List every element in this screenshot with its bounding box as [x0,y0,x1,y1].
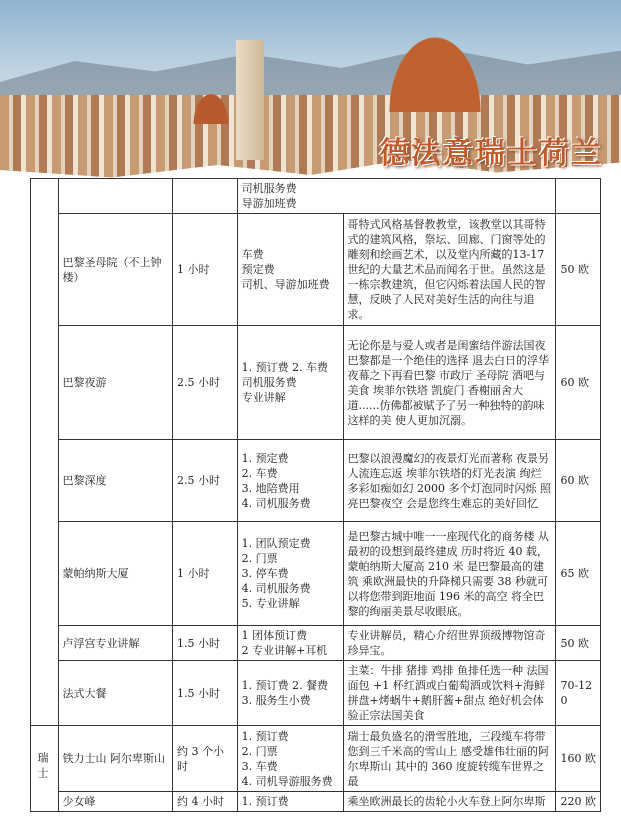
table-row [31,726,601,792]
item-price: 50 欧 [556,214,601,326]
item-price: 220 欧 [556,792,601,812]
item-duration: 2.5 小时 [172,326,237,440]
country-label: 瑞士 [36,751,49,782]
item-price: 70-120 [556,661,601,726]
item-fees [237,326,343,440]
item-duration: 约 4 小时 [172,792,237,812]
item-name: 巴黎夜游 [58,326,172,440]
item-description: 巴黎以浪漫魔幻的夜景灯光而著称 夜景另人流连忘返 埃菲尔铁塔的灯光表演 绚烂多彩如痴如幻 2000 多个灯泡同时闪烁 照亮巴黎夜空 会是您终生难忘的美好回忆 [343,440,556,522]
item-duration: 1 小时 [172,522,237,626]
fee-line: 2. 门票 [241,744,278,758]
table-row [31,179,601,214]
item-name: 少女峰 [58,792,172,812]
item-fees [237,661,343,726]
table-row [31,792,601,812]
item-fees [237,522,343,626]
item-name: 蒙帕纳斯大厦 [58,522,172,626]
table-row [31,326,601,440]
item-description: 无论你是与爱人或者是闺蜜结伴游法国夜巴黎都是一个绝佳的选择 退去白日的浮华 夜幕之下再看巴黎 市政厅 圣母院 酒吧与美食 埃菲尔铁塔 凯旋门 香榭丽舍大道......仿佛都被赋予了另一种独特的韵味 这样的美 使人更加沉溺。 [343,326,556,440]
fee-line: 4. 司机服务费 [241,496,311,510]
item-description: 是巴黎古城中唯一一座现代化的商务楼 从最初的设想到最终建成 历时将近 40 载，蒙帕纳斯大厦高 210 米 是巴黎最高的建筑 乘欧洲最快的升降梯只需要 38 秒就可以将您带到距地面 196 米的高空 将全巴黎的绚丽美景尽收眼底。 [343,522,556,626]
fee-line: 1 团体预订费 [241,629,308,642]
table-row [31,522,601,626]
item-fees [237,726,343,792]
item-description: 哥特式风格基督教教堂，该教堂以其哥特式的建筑风格，祭坛、回廊、门窗等处的雕刻和绘画艺术，以及堂内所藏的13-17 世纪的大量艺术品而闻名于世。虽然这是一栋宗教建筑，但它闪烁着法国人民的智慧，反映了人民对美好生活的向往与追求。 [343,214,556,326]
bell-tower [236,40,264,160]
item-duration: 1 小时 [172,214,237,326]
item-price: 60 欧 [556,326,601,440]
fee-line: 预定费 [241,263,275,276]
item-fees [237,214,343,326]
item-name: 法式大餐 [58,661,172,726]
fee-line: 车费 [241,248,264,261]
country-cell [31,179,59,726]
fee-line: 5. 专业讲解 [241,597,300,610]
item-duration [172,179,237,214]
item-price [556,179,601,214]
table-row [31,214,601,326]
item-description: 专业讲解员，精心介绍世界顶级博物馆奇珍异宝。 [343,626,556,661]
item-fees [237,440,343,522]
table-row [31,661,601,726]
item-duration: 1.5 小时 [172,626,237,661]
item-description: 主菜：牛排 猪排 鸡排 鱼排任选一种 法国面包 +1 杯红酒或白葡萄酒或饮料+海鲜拼盘+烤蜗牛+鹅肝酱+甜点 绝好机会体验正宗法国美食 [343,661,556,726]
fee-line: 1. 预订费 2. 车费 [241,361,329,374]
item-name: 巴黎深度 [58,440,172,522]
item-duration: 2.5 小时 [172,440,237,522]
fee-line: 导游加班费 [241,197,297,210]
item-name: 卢浮宫专业讲解 [58,626,172,661]
fee-line: 司机服务费 [241,182,297,195]
item-description: 乘坐欧洲最长的齿轮小火车登上阿尔卑斯 [343,792,556,812]
fee-line: 4. 司机导游服务费 [241,774,333,788]
fee-line: 1. 预定费 [241,451,289,465]
fee-line: 3. 地陪费用 [241,481,300,495]
item-name [58,179,172,214]
fee-line: 专业讲解 [241,391,286,404]
table-row [31,440,601,522]
fee-line: 司机服务费 [241,376,297,389]
itinerary-table [30,178,601,812]
fee-line: 1. 预订费 [241,729,289,743]
item-price: 160 欧 [556,726,601,792]
fee-line: 1. 团队预定费 [241,537,311,550]
item-duration: 1.5 小时 [172,661,237,726]
fee-line: 1. 预订费 [241,795,289,808]
fee-line: 2. 车费 [241,466,278,480]
fee-line: 2. 门票 [241,552,278,565]
item-name: 铁力士山 阿尔卑斯山 [58,726,172,792]
item-description: 瑞士最负盛名的滑雪胜地，三段缆车将带您到三千米高的雪山上 感受雄伟壮丽的阿尔卑斯山 其中的 360 度旋转缆车世界之最 [343,726,556,792]
fee-line: 2 专业讲解+耳机 [241,644,328,657]
fee-line: 1. 预订费 2. 餐费 [241,679,329,692]
item-name: 巴黎圣母院（不上钟楼） [58,214,172,326]
country-cell [31,726,59,812]
fee-line: 3. 车费 [241,759,278,773]
fee-line: 4. 司机服务费 [241,582,311,595]
page-title: 德法意瑞士荷兰 [379,136,603,171]
item-price: 60 欧 [556,440,601,522]
fee-line: 3. 停车费 [241,567,289,580]
item-duration: 约 3 个小时 [172,726,237,792]
item-price: 50 欧 [556,626,601,661]
item-fees [237,792,343,812]
fee-line: 3. 服务生小费 [241,694,311,707]
item-fees [237,626,343,661]
cathedral-dome [380,22,490,112]
item-price: 65 欧 [556,522,601,626]
fee-line: 司机、导游加班费 [241,278,330,291]
table-row [31,626,601,661]
small-dome [190,88,232,124]
header-banner [0,0,621,200]
item-fees [237,179,556,214]
